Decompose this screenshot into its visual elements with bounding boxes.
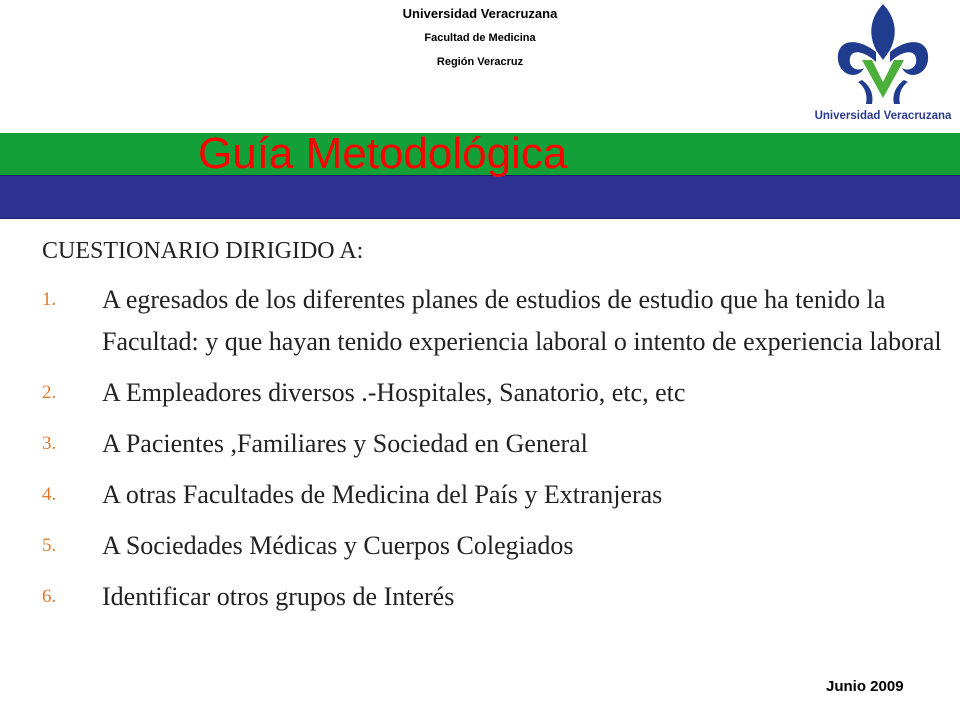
list-text: A Pacientes ,Familiares y Sociedad en General xyxy=(102,429,588,458)
list-item xyxy=(42,279,942,363)
content xyxy=(42,238,942,627)
footer-date: Junio 2009 xyxy=(826,678,904,695)
list-number: 6. xyxy=(42,586,57,607)
list-item xyxy=(42,474,942,516)
header-region: Región Veracruz xyxy=(436,56,524,68)
list-item xyxy=(42,423,942,465)
slide-title: Guía Metodológica xyxy=(198,129,568,178)
list-text: A Sociedades Médicas y Cuerpos Colegiados xyxy=(102,531,574,560)
list-text: A otras Facultades de Medicina del País y Extranjeras xyxy=(102,480,663,509)
list-number: 3. xyxy=(42,433,57,454)
blue-band xyxy=(0,175,960,219)
header-faculty: Facultad de Medicina xyxy=(424,32,536,44)
list-number: 1. xyxy=(42,289,57,310)
list-text: Identificar otros grupos de Interés xyxy=(102,582,455,611)
audience-list xyxy=(42,279,942,618)
header-university: Universidad Veracruzana xyxy=(402,6,558,21)
fleur-de-lis-icon xyxy=(806,0,960,108)
list-number: 4. xyxy=(42,484,57,505)
university-logo xyxy=(806,0,960,128)
list-text: A egresados de los diferentes planes de estudios de estudio que ha tenido la Facultad: y que hayan tenido experiencia laboral o intento de experiencia laboral xyxy=(102,285,942,356)
list-number: 5. xyxy=(42,535,57,556)
list-item xyxy=(42,372,942,414)
list-item xyxy=(42,576,942,618)
list-text: A Empleadores diversos .-Hospitales, Sanatorio, etc, etc xyxy=(102,378,686,407)
subtitle: CUESTIONARIO DIRIGIDO A: xyxy=(42,238,364,264)
list-item xyxy=(42,525,942,567)
logo-text: Universidad Veracruzana xyxy=(814,110,952,122)
list-number: 2. xyxy=(42,382,57,403)
